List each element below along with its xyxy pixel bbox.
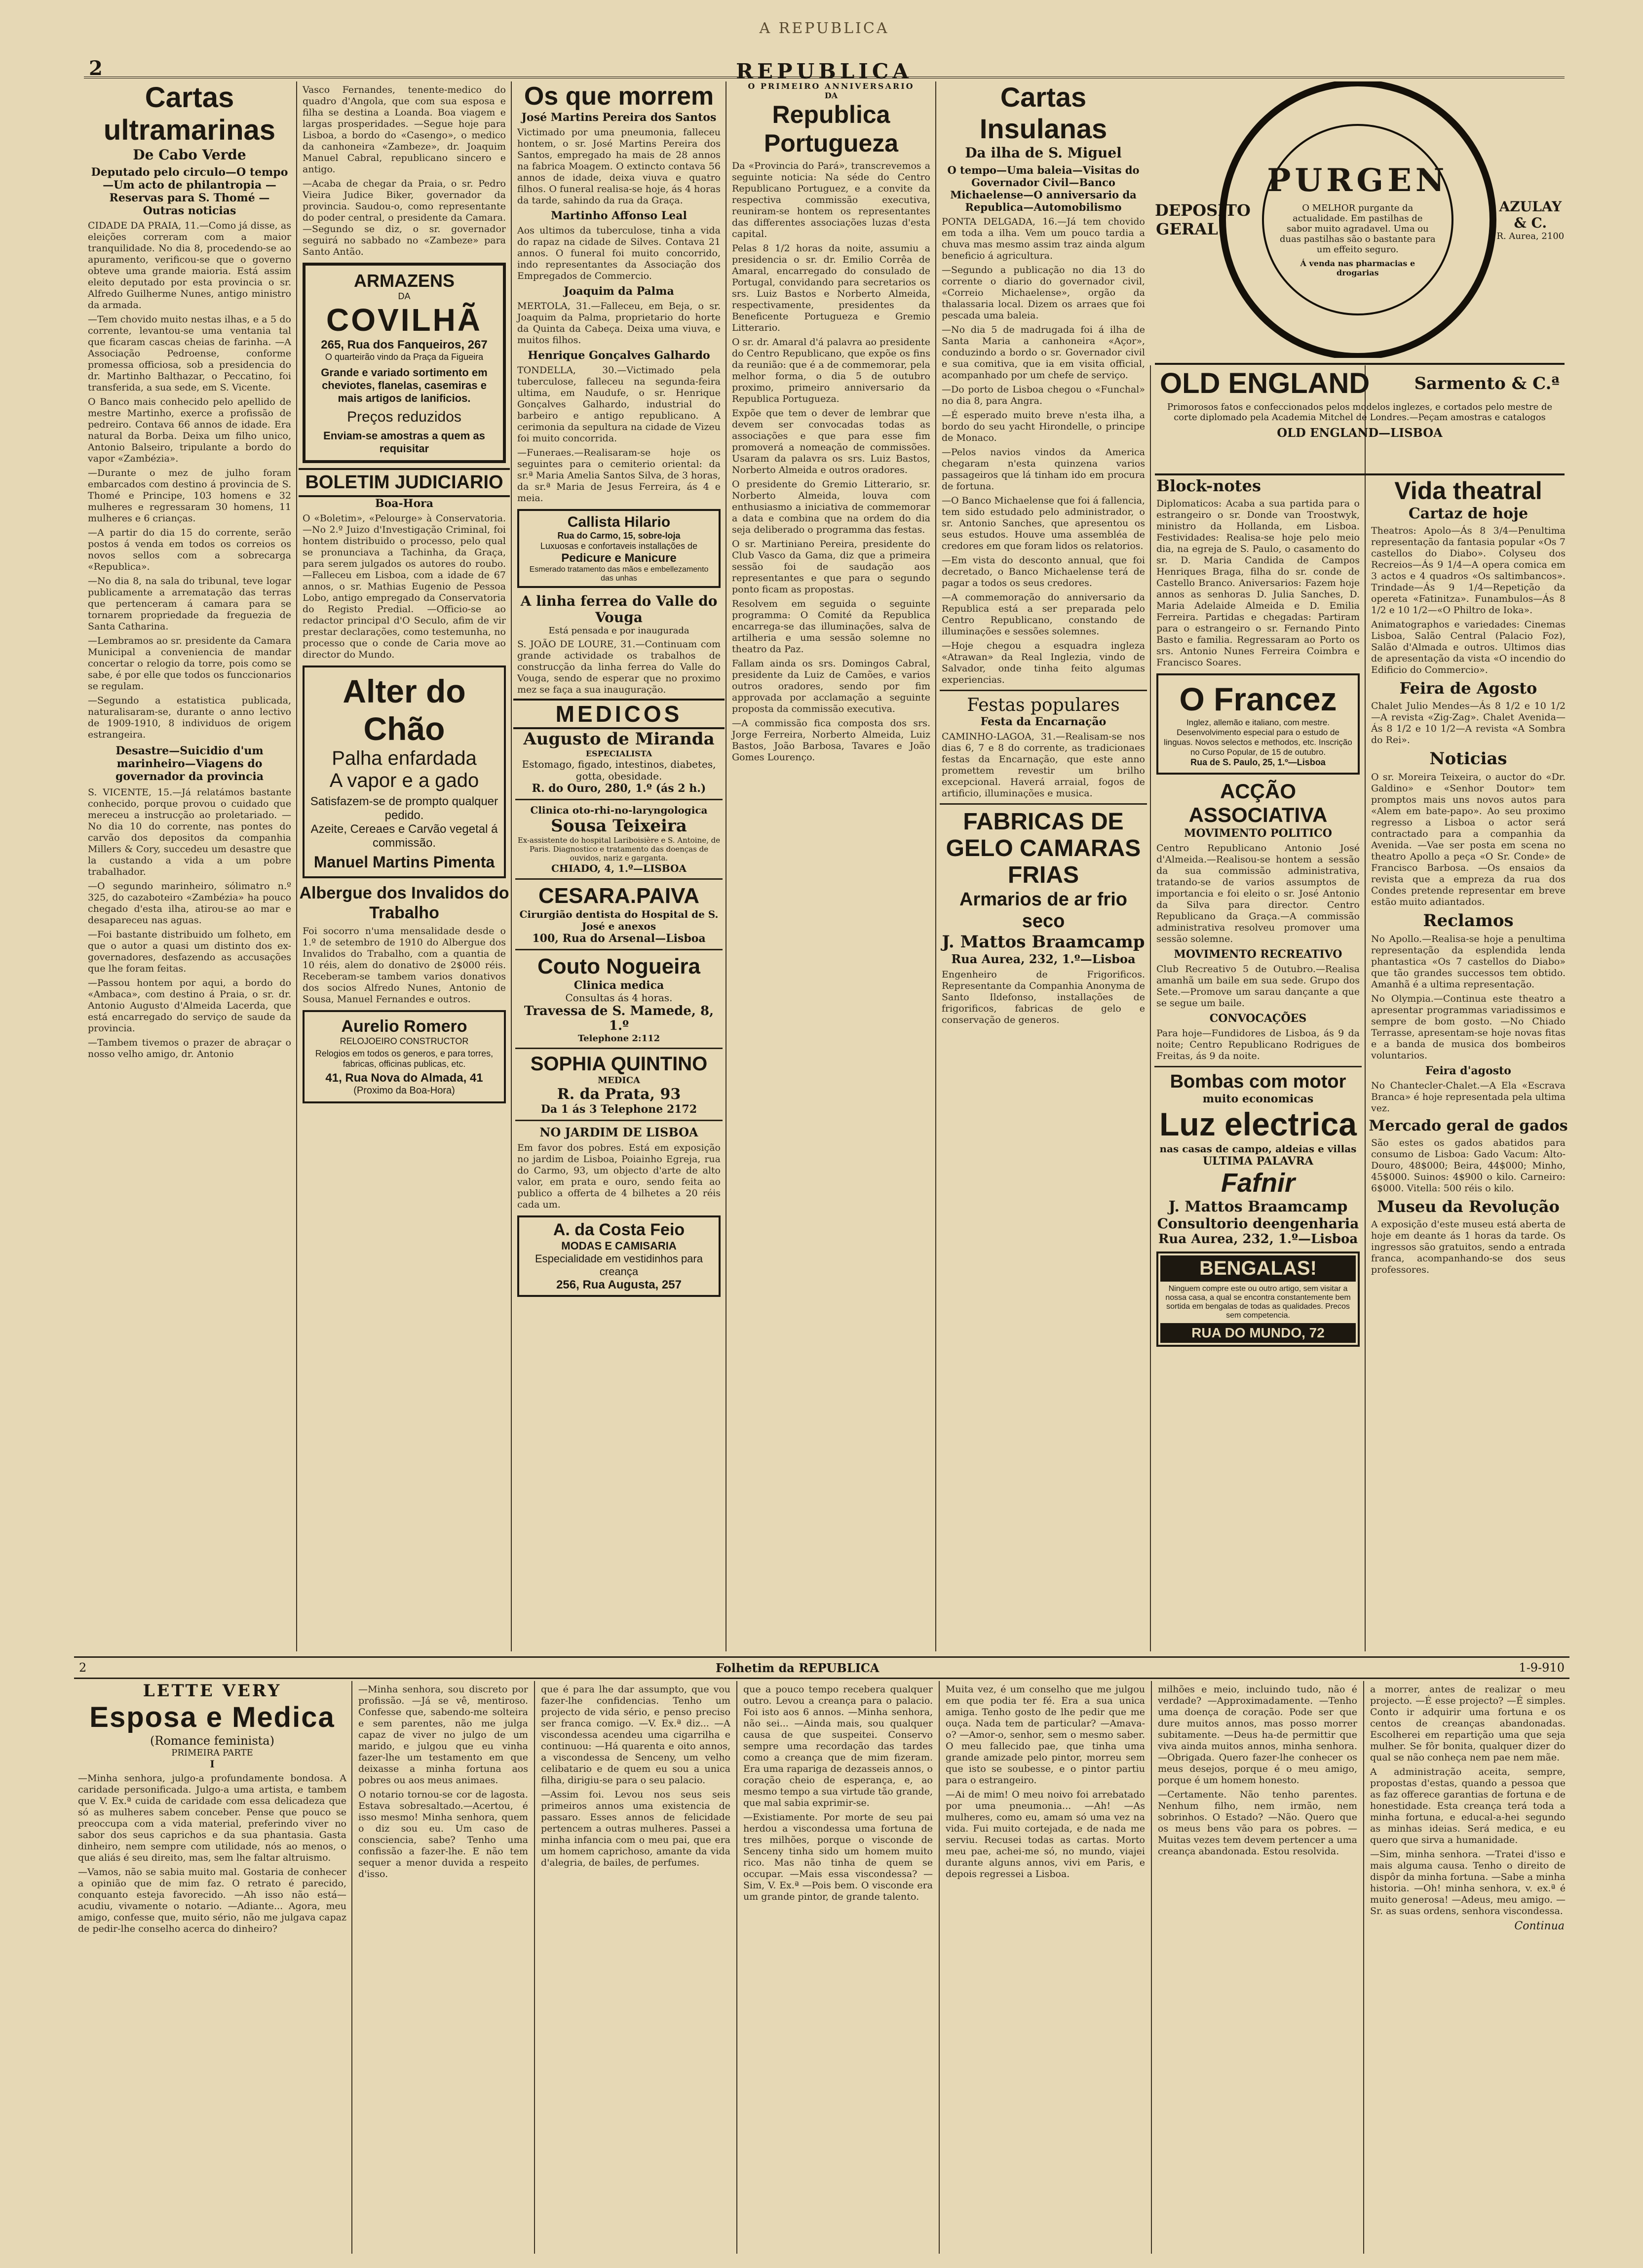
column-os-que-morrem (513, 81, 725, 1651)
ad-line: Armarios de ar frio seco (959, 889, 1127, 932)
article-paragraph: Fallam ainda os srs. Domingos Cabral, presidente da Luiz de Camões, e varios outros oradores, sendo por fim approvada por acclamação a seguinte proposta da commissão executiva. (732, 658, 930, 714)
ad-line: Consultorio deengenharia (1157, 1215, 1359, 1232)
ad-line: O quarteirão vindo da Praça da Figueira (325, 352, 484, 362)
article-subtitle: Está pensada e por inaugurada (548, 626, 689, 636)
ad-headline: Callista Hilario (567, 514, 671, 530)
article-paragraph: —Sim, minha senhora. —Tratei d'isso e mais alguma causa. Tenho o direito de dispôr da minha fortuna. —Sabe a minha historia. —Oh! minha senhora, v. ex.ª é muito generosa! —Adeus, meu amigo. —Sr. as suas ordens, senhora viscondessa. (1370, 1849, 1566, 1916)
article-paragraph: —A commissão fica composta dos srs. Jorge Ferreira, Norberto Almeida, Luiz Bastos, João Barbosa, Tavares e João Gomes Lourenço. (732, 718, 930, 763)
folhetim-label: Folhetim da REPUBLICA (716, 1661, 879, 1675)
article-paragraph: O presidente do Gremio Litterario, sr. Norberto Almeida, louva com enthusiasmo a iniciativa de commemorar a data e combina que na ordem do dia seja deliberado o programma das festas. (732, 479, 930, 535)
article-paragraph: Aos ultimos da tuberculose, tinha a vida do rapaz na cidade de Silves. Contava 21 annos. O funeral foi muito concorrido, indo representantes da Associação dos Empregados de Commercio. (517, 225, 721, 281)
ad-address: R. da Prata, 93 (557, 1086, 681, 1103)
ad-address: R. do Ouro, 280, 1.º (ás 2 h.) (532, 782, 706, 795)
section-title: Reclamos (1423, 911, 1514, 931)
article-paragraph: Chalet Julio Mendes—Ás 8 1/2 e 10 1/2—A revista «Zig-Zag». Chalet Avenida—Ás 8 1/2 e 10 1/2—A revista «A Sombra do Rei». (1371, 701, 1566, 745)
article-paragraph: MERTOLA, 31.—Falleceu, em Beja, o sr. Joaquim da Palma, proprietario do horte da Quinta da Cabeça. Deixa uma viuva, e muitos filhos. (517, 301, 721, 346)
article-paragraph: Engenheiro de Frigorificos. Representante da Companhia Anonyma de Santo Ildefonso, installações de frigorificos, fabricas de gelo e conservação de generos. (942, 969, 1145, 1025)
section-title: NO JARDIM DE LISBOA (539, 1125, 698, 1139)
article-paragraph: milhões e meio, incluindo tudo, não é verdade? —Approximadamente. —Tenho uma doença de coração. Pode ser que dure muitos annos, mas posso morrer subitamente. —Deus ha-de permittir que viva ainda muitos annos, minha senhora. —Obrigada. Quero fazer-lhe conhecer os meus desejos, porque é o meu amigo, porque é um homem honesto. (1158, 1684, 1357, 1786)
ad-line: Inglez, allemão e italiano, com mestre. Desenvolvimento especial para o estudo de linguas. Novos selectos e methodos, etc. Inscrição no Curso Popular, de 15 de outubro. (1164, 718, 1352, 757)
ad-line: Enviam-se amostras a quem as requisitar (323, 430, 485, 455)
section-title: Albergue dos Invalidos do Trabalho (299, 884, 509, 922)
article-title: Vida theatral (1394, 477, 1542, 505)
section-subtitle: Feira d'agosto (1425, 1064, 1511, 1077)
ad-line: RELOJOEIRO CONSTRUCTOR (340, 1036, 469, 1046)
article-paragraph: Expõe que tem o dever de lembrar que devem ser convocadas todas as associações e que para esse fim promoverá a nomeação de commissões. Usaram da palavra os srs. Luiz Bastos, Norberto Almeida e outros oradores. (732, 408, 930, 475)
article-paragraph: —No dia 5 de madrugada foi á ilha de Santa Maria a canhoneira «Açor», conduzindo a bordo o sr. Governador civil e sua comitiva, que ia em visita official, acompanhado por um chefe de serviço. (942, 324, 1145, 381)
article-paragraph: PONTA DELGADA, 16.—Já tem chovido em toda a ilha. Vem um pouco tardia a chuva mas mesmo assim traz ainda algum beneficio á agricultura. (942, 216, 1145, 261)
article-paragraph: —Lembramos ao sr. presidente da Camara Municipal a conveniencia de mandar concertar o relogio da torre, pois como se sabe, é por elle que todos os funccionarios se regulam. (88, 635, 291, 692)
column-rule (1151, 1681, 1152, 2254)
article-paragraph: —Hoje chegou a esquadra ingleza «Atrawan» da Real Inglezia, vindo de Salvador, onde tinha feito algumas experiencias. (942, 640, 1145, 685)
folhetim-author: LETTE VERY (143, 1681, 282, 1701)
ad-headline: Luz electrica (1159, 1106, 1357, 1142)
article-paragraph: —Do porto de Lisboa chegou o «Funchal» no dia 8, para Angra. (942, 384, 1145, 406)
folhetim-column (74, 1681, 350, 2259)
ad-line: ULTIMA PALAVRA (1203, 1155, 1313, 1168)
ad-line: OLD ENGLAND—LISBOA (1277, 426, 1443, 440)
ad-line: Especialidade em vestidinhos para creança (535, 1252, 703, 1278)
obituary-name: Martinho Affonso Leal (551, 209, 687, 222)
column-rule (736, 1681, 737, 2254)
folhetim-subtitle: (Romance feminista) (150, 1734, 274, 1748)
ad-old-england (1155, 363, 1565, 475)
ad-line: DEPOSITO GERAL (1155, 201, 1251, 238)
article-title: A linha ferrea do Valle do Vouga (520, 593, 718, 626)
ad-address: 100, Rua do Arsenal—Lisboa (532, 932, 706, 945)
folhetim-part: PRIMEIRA PARTE (171, 1748, 253, 1758)
column-rule (351, 1681, 352, 2254)
section-title: MEDICOS (513, 699, 725, 729)
article-paragraph: Foi socorro n'uma mensalidade desde o 1.º de setembro de 1910 do Albergue dos Invalidos do Trabalho, com a quantia de 10 réis, alem do donativo de 2$000 réis. Receberam-se tambem varios donativos dos socios Alfredo Nunes, Antonio de Sousa, Manuel Fernandes e outros. (303, 926, 506, 1005)
ad-headline: OLD ENGLAND (1160, 367, 1370, 399)
publication-name: REPUBLICA (736, 59, 913, 83)
section-subtitle: Festa da Encarnação (980, 715, 1107, 728)
ad-costa-feio (517, 1215, 721, 1297)
section-subtitle: Boa-Hora (375, 497, 433, 510)
article-paragraph: —Assim foi. Levou nos seus seis primeiros annos uma existencia de passaro. Esses annos de felicidade pertencem a outras mulheres. Passei a minha infancia com o meu pai, que era um homem caprichoso, amante da vida d'alegria, de bailes, de perfumes. (541, 1789, 730, 1868)
ad-armazens-covilha (303, 263, 506, 463)
ad-address: 41, Rua Nova do Almada, 41 (325, 1071, 483, 1085)
article-paragraph: A administração aceita, sempre, propostas d'estas, quando a pessoa que as faz offerece garantias de fortuna e de honestidade. Esta creança terá toda a minha fortuna, e educal-a-hei segundo as minhas ideias. Será medica, e eu quero que sirva a humanidade. (1370, 1766, 1566, 1845)
ad-line: Relogios em todos os generos, e para torres, fabricas, officinas publicas, etc. (315, 1049, 494, 1069)
ad-headline: Aurelio Romero (341, 1017, 467, 1036)
ad-headline: BENGALAS! (1160, 1255, 1356, 1282)
ad-address: Rua do Carmo, 15, sobre-loja (557, 531, 681, 541)
ad-callista-hilario (517, 509, 721, 588)
ad-line: Palha enfardada (332, 747, 477, 769)
section-title: Festas populares (967, 695, 1120, 715)
ad-line: Grande e variado sortimento em cheviotes, flanelas, casemiras e mais artigos de lanificios. (321, 366, 488, 404)
column-rule (1365, 365, 1366, 1651)
header-note: A REPUBLICA (759, 20, 889, 37)
page-number: 2 (79, 1661, 87, 1675)
ad-line: nas casas de campo, aldeias e villas (1159, 1143, 1357, 1155)
ad-headline: Fafnir (1221, 1168, 1295, 1198)
article-paragraph: Da «Provincia do Pará», transcrevemos a seguinte noticia: Na séde do Centro Republicano Portuguez, e a convite da respectiva commissão executiva, reuniram-se hontem os representantes das differentes associações luzas d'esta capital. (732, 160, 930, 239)
article-paragraph: Victimado por uma pneumonia, falleceu hontem, o sr. José Martins Pereira dos Santos, empregado ha mais de 28 annos na fabrica Moagem. O extincto contava 56 annos de idade, deixa viuva e quatro filhos. O funeral realisa-se hoje, ás 4 horas da tarde, sahindo da rua da Graça. (517, 127, 721, 206)
article-title: Cartas ultramarinas (103, 81, 276, 146)
article-paragraph: —Funeraes.—Realisaram-se hoje os seguintes para o cemiterio oriental: da sr.ª Maria Amelia Santos Silva, de 3 horas, da sr.ª Maria de Jesus Ferreira, ás 4 e meia. (517, 447, 721, 504)
article-paragraph: —Certamente. Não tenho parentes. Nenhum filho, nem irmão, nem sobrinhos. O Estado? —Não. Quero que os meus bens vão para os pobres. —Muitas vezes tem devem pertencer a uma creança abandonada. Estou resolvida. (1158, 1789, 1357, 1857)
column-cartas-ultramarinas (84, 81, 295, 1651)
article-paragraph: Em favor dos pobres. Está em exposição no jardim de Lisboa, Poiainho Egreja, rua do Carmo, 93, um objecto d'arte de alto valor, em prata e ouro, sendo feita ao publico a offerta de 4 bilhetes a 20 réis cada um. (517, 1142, 721, 1210)
ad-headline: COVILHÃ (326, 302, 482, 338)
ad-line: J. Mattos Braamcamp (942, 932, 1145, 952)
column-cartas-insulanas (938, 81, 1149, 1651)
ad-line: Esmerado tratamento das mãos e embellezamento das unhas (529, 565, 709, 583)
article-paragraph: —Durante o mez de julho foram embarcados com destino á provincia de S. Thomé e Principe, 103 homens e 32 mulheres e regressaram 30 homens, 11 mulheres e 6 crianças. (88, 468, 291, 524)
section-title: Mercado geral de gados (1369, 1117, 1568, 1134)
continua-label: Continua (1514, 1920, 1565, 1932)
article-title: Cartas Insulanas (979, 81, 1108, 144)
article-deck: Deputado pelo circulo—O tempo —Um acto de philantropia —Reservas para S. Thomé —Outras noticias (91, 166, 288, 217)
column-rule (534, 1681, 535, 2254)
ad-line: MODAS E CAMISARIA (561, 1240, 677, 1252)
ad-line: Estomago, figado, intestinos, diabetes, gotta, obesidade. (522, 758, 716, 782)
ad-headline: Sousa Teixeira (551, 816, 687, 836)
ad-purgen (1155, 81, 1565, 358)
article-paragraph: —Passou hontem por aqui, a bordo do «Ambaca», com destino á Praia, o sr. dr. Antonio Augusto d'Almeida Lacerda, que está encarregado do serviço de saude da provincia. (88, 978, 291, 1034)
page-number: 2 (89, 57, 103, 80)
article-paragraph: CIDADE DA PRAIA, 11.—Como já disse, as eleições correram com a maior tranquilidade. No dia 8, procedendo-se ao apuramento, verificou-se que o governo obteve uma grande maioria. Está assim eleito deputado por esta provincia o sr. Alfredo Guilherme Nunes, antigo ministro da armada. (88, 220, 291, 311)
ad-headline: O Francez (1179, 681, 1337, 717)
column-rule (511, 81, 512, 1651)
ad-headline: Alter do Chão (343, 673, 466, 747)
ad-line: AZULAY & C. (1499, 198, 1562, 231)
article-paragraph: Muita vez, é um conselho que me julgou em que podia ter fé. Era a sua unica amiga. Tenho gosto de lhe pedir que me ouça. Nada tem de particular? —Amava-o? —Amor-o, senhor, sem o mesmo saber. O meu fallecido pae, que tinha uma grande amizade pelo pintor, morreu sem que isto se soubesse, e o pintor partiu para o estrangeiro. (946, 1684, 1145, 1786)
ad-line: Cirurgião dentista do Hospital de S. José e anexos (519, 908, 719, 932)
ad-line: Á venda nas pharmacias e drogarias (1300, 259, 1415, 277)
ad-address: 256, Rua Augusta, 257 (556, 1278, 682, 1291)
ad-line: Primorosos fatos e confeccionados pelos modelos inglezes, e cortados pelo mestre de corte diplomado pela Academia Mitchel de Londres.—Peçam amostras e catalogos (1167, 402, 1553, 423)
article-paragraph: —A partir do dia 15 do corrente, serão postos á venda em todos os correios os novos sellos com a sobrecarga «Republica». (88, 527, 291, 572)
article-subheading: Desastre—Suicidio d'um marinheiro—Viagens do governador da provincia (115, 744, 264, 783)
ad-line: DA (398, 291, 411, 301)
article-paragraph: Pelas 8 1/2 horas da noite, assumiu a presidencia o sr. dr. Emilio Corrêa de Amaral, encarregado do consulado de Portugal, convidando para secretarios os srs. Luiz Bastos e Norberto Almeida, respectivamente, presidentes da Beneficente Portugueza e Gremio Litterario. (732, 243, 930, 333)
ad-headline: FABRICAS DE GELO CAMARAS FRIAS (946, 809, 1141, 888)
article-paragraph: O notario tornou-se cor de lagosta. Estava sobresaltado.—Acertou, é isso mesmo! Minha senhora, quem o diz sou eu. Um caso de consciencia, sabe? Tenho uma confissão a fazer-lhe. E não tem sequer a menor duvida a respeito d'isso. (358, 1789, 528, 1879)
article-paragraph: —O Banco Michaelense que foi á fallencia, tem sido estudado pelo administrador, o sr. Antonio Sanches, que apresentou os seus estudos. Houve uma assembléa de credores em que foram lidos os relatorios. (942, 495, 1145, 551)
column-rule (935, 81, 936, 1651)
ad-address: Rua de S. Paulo, 25, 1.º—Lisboa (1190, 757, 1326, 767)
article-kicker: O PRIMEIRO ANNIVERSARIO (748, 81, 915, 91)
column-vida-theatral (1367, 476, 1569, 1651)
ad-headline: CESARA.PAIVA (538, 884, 699, 908)
column-rule (296, 81, 297, 1651)
folhetim-column (1154, 1681, 1361, 2259)
ad-line: Azeite, Cereaes e Carvão vegetal á commissão. (310, 822, 498, 850)
folhetim-column (537, 1681, 734, 2259)
article-paragraph: O sr. Moreira Teixeira, o auctor do «Dr. Galdino» e «Senhor Doutor» tem promptos mais uns novos autos para «Alem em bate-papo». Ao seu proximo regresso a Lisboa o actor será contractado para a companhia da Avenida. —Vae ser posta em scena no theatro Apollo a peça «O Sr. Conde» de Francisco Barbosa. —Os ensaios da revista que a empreza da rua dos Condes pretende representar em breve estão muito adiantados. (1371, 772, 1566, 907)
ad-line: MEDICA (598, 1075, 640, 1086)
folhetim-chapter: I (210, 1758, 215, 1770)
article-paragraph: S. VICENTE, 15.—Já relatámos bastante conhecido, porque provou o cuidado que mereceu a instrucção ao proletariado. —No dia 10 do corrente, nas pontes do carvão dos depositos da companhia Millers & Cory, succedeu um desastre que la custando a vida a um pobre trabalhador. (88, 787, 291, 877)
article-paragraph: —Minha senhora, julgo-a profundamente bondosa. A caridade personificada. Julgo-a uma artista, e tambem que V. Ex.ª cuida de caridade com essa delicadeza que só as mulheres sabem conceber. Pense que pouco se preoccupa com a vida material, preferindo viver no sabor dos seus caprichos e da sua phantasia. Gasta dinheiro, nem sempre com utilidade, nós ao menos, o que aliás é seu direito, mas, sem lhe faltar altruismo. (78, 1773, 346, 1863)
ad-alter-do-chao (303, 665, 506, 878)
ad-line: Preços reduzidos (347, 409, 461, 425)
ad-line: Manuel Martins Pimenta (313, 853, 495, 871)
article-paragraph: No Chantecler-Chalet.—A Ela «Escrava Branca» é hoje representada pela ultima vez. (1371, 1080, 1566, 1114)
folhetim-title: Esposa e Medica (89, 1701, 335, 1733)
ad-line: ESPECIALISTA (585, 749, 652, 758)
ad-line: Sarmento & C.ª (1414, 373, 1560, 393)
article-subtitle: Da ilha de S. Miguel (965, 145, 1122, 161)
article-paragraph: —No dia 8, na sala do tribunal, teve logar publicamente a arrematação das terras que pertenceram á camara para se tornarem propriedade da freguezia de Santa Catharina. (88, 576, 291, 632)
masthead (84, 10, 1565, 83)
ad-address: 265, Rua dos Fanqueiros, 267 (321, 338, 488, 352)
ad-address: Travessa de S. Mamede, 8, 1.º (524, 1004, 714, 1033)
column-rule (1150, 365, 1151, 1651)
article-paragraph: No Apollo.—Realisa-se hoje a penultima representação da esplendida lenda phantastica «Os 7 castellos do Diabo» que tão grandes successos tem obtido. Amanhã é a ultima representação. (1371, 934, 1566, 990)
ad-headline: PURGEN (1267, 162, 1449, 199)
article-paragraph: —Vamos, não se sabia muito mal. Gostaria de conhecer a opinião que de mim faz. O retrato é parecido, conquanto esteja favorecido. —Ah isso não está—acudiu, vivamente o notario. —Adiante... Agora, meu amigo, confesse que, muito sério, não me julgava capaz de pedir-lhe conselho acerca do dinheiro? (78, 1867, 346, 1934)
ad-headline: Couto Nogueira (537, 954, 700, 978)
article-paragraph: O Banco mais conhecido pelo apellido de mestre Martinho, exerce a profissão de pedreiro. Contava 66 annos de idade. Era natural da Borba. Deixa um filho unico, Antonio Balseiro, tripulante a bordo do vapor «Zambézia». (88, 396, 291, 464)
article-title: Os que morrem (524, 82, 714, 111)
purgen-seal (1219, 81, 1496, 358)
ad-line: Ex-assistente do hospital Lariboisière e S. Antoine, de Paris. Diagnostico e tratamento das doenças de ouvidos, nariz e garganta. (517, 836, 721, 862)
section-title: Block-notes (1156, 476, 1261, 495)
ad-line: Clinica oto-rhi-no-laryngologica (530, 804, 708, 816)
article-paragraph: TONDELLA, 30.—Victimado pela tuberculose, falleceu na segunda-feira ultima, em Naudufe, o sr. Henrique Gonçalves Galhardo, industrial do barbeiro e antigo republicano. A cerimonia da sepultura na cidade de Vizeu foi muito concorrida. (517, 365, 721, 444)
article-paragraph: S. JOÃO DE LOURE, 31.—Continuam com grande actividade os trabalhos de construcção da linha ferrea do Valle do Vouga, sendo de esperar que no proximo mez se faça a sua inauguração. (517, 639, 721, 695)
ad-line: O MELHOR purgante da actualidade. Em pastilhas de sabor muito agradavel. Uma ou duas pastilhas são o bastante para um effeito seguro. (1279, 203, 1436, 255)
section-title: Museu da Revolução (1377, 1197, 1560, 1216)
article-paragraph: São estes os gados abatidos para consumo de Lisboa: Gado Vacum: Alto-Douro, 48$000; Beira, 44$000; Minho, 45$000. Suinos: 4$900 o kilo. Carneiro: 6$000. Vitella: 500 réis o kilo. (1371, 1137, 1566, 1194)
ad-address: Rua Aurea, 232, 1.º—Lisboa (1158, 1232, 1358, 1247)
ad-line: Clinica medica (573, 979, 664, 992)
folhetim-column (739, 1681, 937, 2259)
date: 1-9-910 (1519, 1661, 1565, 1675)
ad-line: Telephone 2:112 (577, 1033, 660, 1044)
article-paragraph: —Acaba de chegar da Praia, o sr. Pedro Vieira Judice Biker, governador da provincia. Saudou-o, como representante do poder central, o presidente da Camara. —Segundo se diz, o sr. governador seguirá no sabbado no «Zambeze» para Santo Antão. (303, 178, 506, 257)
article-paragraph: O sr. dr. Amaral d'á palavra ao presidente do Centro Republicano, que expõe os fins da reunião: que é a de commemorar, pela melhor forma, o dia 5 de outubro proximo, primeiro anniversario da Republica Portugueza. (732, 337, 930, 404)
article-paragraph: —É esperado muito breve n'esta ilha, a bordo do seu yacht Hirondelle, o principe de Monaco. (942, 410, 1145, 443)
ad-line: ARMAZENS (354, 271, 455, 291)
obituary-name: José Martins Pereira dos Santos (521, 111, 717, 124)
ad-line: Ninguem compre este ou outro artigo, sem visitar a nossa casa, a qual se encontra constantemente bem sortida em bengalas de todas as qualidades. Precos sem competencia. (1165, 1285, 1351, 1320)
column-republica-portugueza (728, 81, 934, 1651)
article-paragraph: —Existiamente. Por morte de seu pai herdou a viscondessa uma fortuna de tres milhões, porque o visconde de Senceny tinha sido um homem muito rico. Mas não tinha de quem se occupar. —Mais essa viscondessa? —Sim, V. Ex.ª —Pois bem. O visconde era um grande pintor, de grande talento. (743, 1812, 933, 1902)
column-2 (299, 81, 510, 1651)
ad-line: Pedicure e Manicure (561, 551, 677, 565)
article-paragraph: —Tambem tivemos o prazer de abraçar o nosso velho amigo, dr. Antonio (88, 1037, 291, 1059)
article-paragraph: que a pouco tempo recebera qualquer outro. Levou a creança para o palacio. Foi isto aos 6 annos. —Minha senhora, não sei... —Ainda mais, sou qualquer causa de que suspeitei. Conservo sempre uma recordação das tardes como a creança que de mim fizeram. Era uma rapariga de dezasseis annos, o coração cheio de esperança, e, ao mesmo tempo a sua virtude tão grande, que mal sabia exprimir-se. (743, 1684, 933, 1808)
article-paragraph: a morrer, antes de realizar o meu projecto. —É esse projecto? —É simples. Conto ir adquirir uma fortuna e os centos de creanças abandonadas. Escolherei em repartição uma que seja mulher. Se fôr bonita, qualquer dizer do qual se não conheça nem pae nem mãe. (1370, 1684, 1566, 1763)
ad-headline: Augusto de Miranda (523, 729, 715, 749)
article-paragraph: Vasco Fernandes, tenente-medico do quadro d'Angola, que com sua esposa e filha se destina a Loanda. Boa viagem e largas prosperidades. —Segue hoje para Lisboa, a bordo do «Casengo», o medico da canhoneira «Zambeze», dr. Joaquim Manuel Cabral, republicano sincero e antigo. (303, 84, 506, 175)
ad-line: Satisfazem-se de prompto qualquer pedido. (310, 795, 498, 822)
section-title: BOLETIM JUDICIARIO (299, 468, 510, 497)
article-paragraph: —Tem chovido muito nestas ilhas, e a 5 do corrente, levantou-se uma ventania tal que ficaram cascas cheias de farinha. —A Associação Pedroense, conforme promessa officiosa, sob a presidencia do dr. Martinho Balthazar, o Peccatino, foi transferida, a sua sede, em S. Vicente. (88, 314, 291, 393)
ad-line: Luxuosas e confortaveis installações de (540, 541, 698, 551)
article-title: Republica Portugueza (764, 101, 899, 157)
section-title: Feira de Agosto (1399, 679, 1537, 698)
article-paragraph: Para hoje—Fundidores de Lisboa, ás 9 da noite; Centro Republicano Rodrigues de Freitas, ás 9 da noite. (1156, 1028, 1360, 1061)
article-paragraph: —Pelos navios vindos da America chegaram n'esta quinzena varios passageiros que lá tinham ido em procura de fortuna. (942, 447, 1145, 492)
ad-address: RUA DO MUNDO, 72 (1160, 1323, 1356, 1343)
article-paragraph: —Segundo a estatistica publicada, naturalisaram-se, durante o anno lectivo de 1909-1910, 8 individuos de origem estrangeira. (88, 695, 291, 740)
article-paragraph: —Minha senhora, sou discreto por profissão. —Já se vê, mentiroso. Confesse que, sabendo-me solteira e sem parentes, não me julga capaz de viver no julgo de um marido, e julgou que eu vinha fazer-lhe um testamento em que deixasse a minha fortuna aos pobres ou aos meus animaes. (358, 1684, 528, 1786)
ad-bengalas (1156, 1251, 1360, 1347)
article-paragraph: —A commemoração do anniversario da Republica está a ser preparada pelo Centro Republicano, constando de illuminações e sessões solemnes. (942, 592, 1145, 637)
obituary-name: Joaquim da Palma (564, 285, 674, 298)
folhetim-column (354, 1681, 532, 2259)
ad-headline: A. da Costa Feio (553, 1220, 685, 1239)
obituary-name: Henrique Gonçalves Galhardo (528, 349, 710, 362)
ad-address: CHIADO, 4, 1.º—LISBOA (551, 862, 687, 874)
article-paragraph: —O segundo marinheiro, sólimatro n.º 325, do cazaboteiro «Zambézia» ha pouco chegado d'esta ilha, atirou-se ao mar e desapareceu nas aguas. (88, 881, 291, 926)
column-6 (1152, 476, 1364, 1651)
article-paragraph: Diplomaticos: Acaba a sua partida para o estrangeiro o sr. Donde van Troostwyk, ministro da Hollanda, em Lisboa. Festividades: Realisa-se hoje pelo meio dia, na egreja de S. Paulo, o casamento do sr. D. Maria Candida de Campos Henriques Braga, filha do sr. conde de Castello Branco. Aniversarios: Fazem hoje annos as senhoras D. Julia Sanches, D. Maria Adelaide Almeida e D. Emilia Ferreira. Partidas e chegadas: Partiram para o estrangeiro o sr. Fernando Pinto Basto e familia. Regressaram ao Porto os srs. Antonio Nunes Ferreira Coimbra e Francisco Soares. (1156, 498, 1360, 668)
article-kicker: DA (824, 91, 838, 100)
article-deck: O tempo—Uma baleia—Visitas do Governador Civil—Banco Michaelense—O anniversario da Republica—Automobilismo (947, 164, 1140, 213)
article-paragraph: —Foi bastante distribuido um folheto, em que o autor a quasi um distinto dos ex-governadores, desfazendo as accusações que lhe foram feitas. (88, 929, 291, 974)
article-paragraph: CAMINHO-LAGOA, 31.—Realisam-se nos dias 6, 7 e 8 do corrente, as tradicionaes festas da Encarnação, que este anno promettem revestir um brilho excepcional. Haverá arraial, fogos de artificio, illuminações e musica. (942, 731, 1145, 799)
article-paragraph: —Segundo a publicação no dia 13 do corrente o diario do governador civil, «Correio Michaelense», orgão da thalassaria local. Dizem os arraes que foi pescada uma baleia. (942, 265, 1145, 321)
ad-line: J. Mattos Braamcamp (1168, 1198, 1348, 1215)
article-paragraph: Animatographos e variedades: Cinemas Lisboa, Salão Central (Palacio Foz), Salão d'Almada e outros. Ultimos dias de apresentação da vista «O incendio do Edificio do Commercio». (1371, 619, 1566, 675)
ad-headline: Bombas com motor (1170, 1071, 1346, 1092)
section-subtitle: MOVIMENTO RECREATIVO (1174, 948, 1342, 961)
section-title: Noticias (1429, 749, 1507, 769)
article-subtitle: De Cabo Verde (133, 147, 246, 163)
ad-line: Consultas ás 4 horas. (565, 992, 673, 1004)
article-paragraph: A exposição d'este museu está aberta de hoje em deante ás 1 horas da tarde. Os ingressos são gratuitos, sendo a entrada franca, acompanhando-se dos seus professores. (1371, 1219, 1566, 1275)
article-paragraph: O sr. Martiniano Pereira, presidente do Club Vasco da Gama, diz que a primeira sessão foi de saudação aos representantes e que para o segundo ponto ficam as propostas. (732, 539, 930, 595)
section-subtitle: CONVOCAÇÕES (1209, 1012, 1307, 1025)
ad-line: A vapor e a gado (329, 770, 479, 791)
article-subtitle: Cartaz de hoje (1408, 505, 1528, 522)
article-paragraph: —Em vista do desconto annual, que foi decretado, o Banco Michaelense terá de pagar a todos os seus credores. (942, 555, 1145, 588)
article-paragraph: —Ai de mim! O meu noivo foi arrebatado por uma pneumonia... —Ah! —As mulheres, como eu, amam só uma vez na vida. Fui muito cortejada, e de nada me serviu. Recusei todas as cartas. Morto meu pae, achei-me só, no mundo, viajei durante alguns annos, vivi em Paris, e depois regressei a Lisboa. (946, 1789, 1145, 1879)
ad-headline: SOPHIA QUINTINO (530, 1053, 708, 1075)
article-paragraph: que é para lhe dar assumpto, que vou fazer-lhe confidencias. Tenho um projecto de vida sério, e penso preciso ser franca comigo. —V. Ex.ª diz... —A viscondessa acendeu uma cigarrilha e continuou: —Há quarenta e oito annos, a viscondessa de Senceny, um velho celibatario e de quem eu sou a unica filha, dirigiu-se para o seu palacio. (541, 1684, 730, 1786)
ad-line: muito economicas (1202, 1093, 1314, 1105)
article-paragraph: Resolvem em seguida o seguinte programma: O Comité da Republica encarrega-se das illuminações, salva de artilheria e uma sessão solemne no theatro da Paz. (732, 598, 930, 655)
article-paragraph: Club Recreativo 5 de Outubro.—Realisa amanhã um baile em sua sede. Grupo dos Sete.—Promove um sarau dançante a que se segue um baile. (1156, 964, 1360, 1009)
folhetim-column (942, 1681, 1149, 2259)
folhetim-column (1366, 1681, 1569, 2259)
ad-o-francez (1156, 673, 1360, 775)
ad-address: Rua Aurea, 232, 1.º—Lisboa (951, 952, 1136, 966)
column-rule (939, 1681, 940, 2254)
article-paragraph: O «Boletim», «Pelourge» à Conservatoria.—No 2.º Juizo d'Investigação Criminal, foi hontem distribuido o processo, pelo qual se pronunciava a Tachinha, da Graça, para serem julgados os autores do roubo. —Falleceu em Lisboa, com a idade de 67 annos, o sr. Mathias Eugenio de Pessoa Lobo, antigo empregado da Conservatoria do Registo Predial. —Officio-se ao redactor principal d'O Seculo, afim de vir prestar declarações, como testemunha, no processo que o conde de Caria move ao director do Mundo. (303, 513, 506, 660)
ad-aurelio-romero (303, 1010, 506, 1103)
ad-line: (Proximo da Boa-Hora) (353, 1085, 455, 1096)
column-rule (1363, 1681, 1364, 2254)
article-paragraph: Theatros: Apolo—Ás 8 3/4—Penultima representação da fantasia popular «Os 7 castellos do Diabo». Colyseu dos Recreios—Ás 9 1/4—A opera comica em 3 actos e 4 quadros «Os saltimbancos». Trindade—Ás 9 1/4—Repetição da opereta «Fatinitza». Funambulos—Ás 8 1/2 e 10 1/2—«O Philtro de Ioka». (1371, 525, 1566, 616)
article-paragraph: Centro Republicano Antonio José d'Almeida.—Realisou-se hontem a sessão da sua commissão administrativa, tratando-se de varios assumptos de importancia e foi eleito o sr. José Antonio da Silva para director. Centro Republicano da Graça.—A commissão administrativa resolveu promover uma sessão solemne. (1156, 843, 1360, 944)
section-title: ACÇÃO ASSOCIATIVA (1188, 780, 1328, 826)
folhetim-header (74, 1656, 1569, 1679)
section-subtitle: MOVIMENTO POLITICO (1184, 827, 1332, 840)
ad-line: Da 1 ás 3 Telephone 2172 (540, 1103, 697, 1116)
article-paragraph: No Olympia.—Continua este theatro a apresentar programmas variadissimos e sempre de bom gosto. —No Chiado Terrasse, apresentam-se hoje novas fitas e a banda de musica dos bombeiros voluntarios. (1371, 993, 1566, 1061)
ad-address: R. Aurea, 2100 (1496, 231, 1565, 241)
